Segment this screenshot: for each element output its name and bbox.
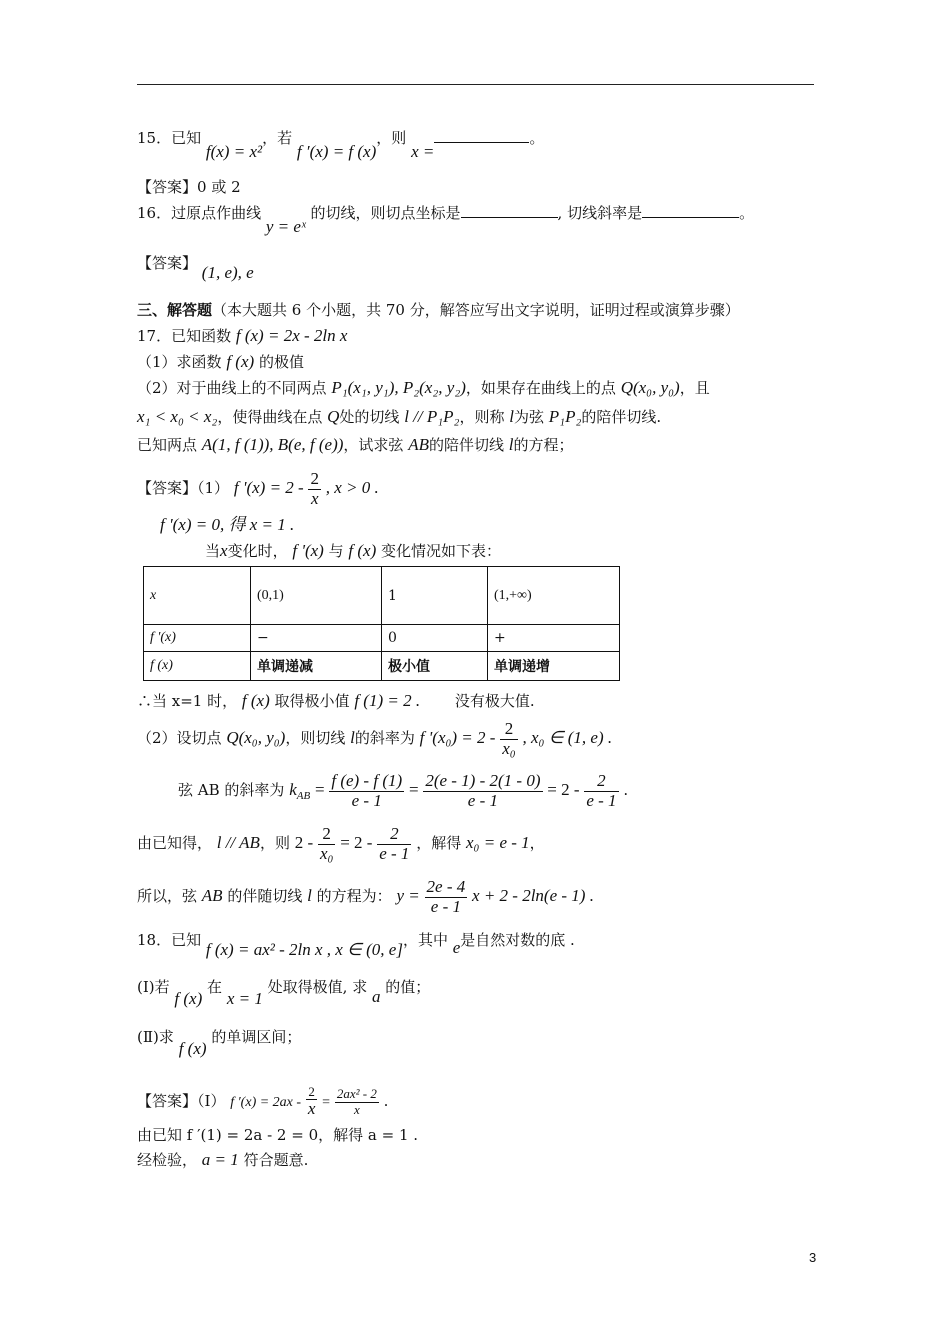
text: ，且 <box>679 379 710 397</box>
text: 在 <box>207 978 223 996</box>
q16-answer-value: (1, e), e <box>201 263 254 282</box>
text: 为弦 <box>513 408 544 426</box>
table-cell: 极小值 <box>382 652 488 681</box>
text: 处的切线 <box>339 408 400 426</box>
variation-table <box>143 566 620 681</box>
text: 所以，弦 <box>137 887 198 906</box>
q17-final <box>137 878 594 916</box>
denominator: e - 1 <box>351 790 382 810</box>
text: 变化时， <box>227 542 288 560</box>
q17-part2-line2 <box>137 407 661 427</box>
table-row <box>144 652 620 681</box>
table-cell: (0,1) <box>251 567 382 625</box>
math: l // P₁P₂ <box>404 407 460 426</box>
math: y = <box>396 886 420 906</box>
text: 的方程； <box>513 436 574 454</box>
q18-answer-known <box>137 1126 418 1144</box>
math: k <box>289 780 297 800</box>
text: ，使得曲线在点 <box>217 408 323 426</box>
q18-answer-line1 <box>137 1085 388 1119</box>
question-16 <box>137 203 755 236</box>
text: ， <box>529 834 545 853</box>
table-cell: 0 <box>382 625 488 652</box>
table-cell: − <box>251 625 382 652</box>
text: 变化情况如下表： <box>381 542 502 560</box>
fraction <box>335 1087 379 1117</box>
math: l <box>509 407 514 426</box>
answer-tag: 【答案】 <box>137 479 198 498</box>
math: = 2 - <box>340 833 373 853</box>
math: f (x) <box>174 989 203 1008</box>
text: ，则 <box>259 834 290 853</box>
denominator: e - 1 <box>467 790 499 810</box>
q17-label: 17．已知函数 <box>137 327 232 345</box>
text: 是自然对数的底 . <box>460 931 575 949</box>
math: f (x) = ax² - 2ln x , x ∈ (0, e] <box>205 940 403 959</box>
table-cell: 1 <box>382 567 488 625</box>
q17-conclusion <box>137 691 535 711</box>
text: 由已知 f ′(1) = 2a - 2 = 0，解得 a = 1 . <box>137 1126 419 1144</box>
q17-part2-line3 <box>137 435 574 455</box>
math: AB <box>201 886 223 906</box>
section-3-heading <box>137 301 740 319</box>
math: f '(x₀) = 2 - <box>419 728 496 748</box>
fraction <box>329 772 404 810</box>
math: A(1, f (1)), B(e, f (e)) <box>201 435 344 454</box>
text: ，其中 <box>402 931 448 949</box>
table-cell: + <box>488 625 620 652</box>
math: P₁(x₁, y₁), P₂(x₂, y₂) <box>331 378 466 397</box>
math: x + 2 - 2ln(e - 1) . <box>472 886 594 906</box>
math: , x₀ ∈ (1, e) . <box>522 728 613 748</box>
math: x₀ = e - 1 <box>466 833 530 853</box>
math: = 2 - <box>547 780 580 800</box>
section-title: 三、解答题 <box>137 301 213 319</box>
text: 取得极小值 <box>274 692 350 710</box>
table-row <box>144 567 620 625</box>
q17-chord-slope: 弦 AB 的斜率为 $k_{AB}$ = $\frac{f (e) - f (1)}{e - 1}$ = $\frac{2(e - 1) - 2(1 - 0)}{e - 1}$ = 2 - $\frac{2}{e - 1}$ . <box>178 771 629 810</box>
q16-blank-point <box>461 216 558 218</box>
math: a <box>371 987 381 1006</box>
fraction <box>423 772 542 810</box>
q17-p1-label: （1）求函数 <box>137 353 222 371</box>
text: ，则切线 <box>285 729 346 748</box>
denominator: e - 1 <box>586 790 617 810</box>
text: （2）对于曲线上的不同两点 <box>137 379 327 397</box>
numerator: 2e - 4 <box>426 877 466 896</box>
q18-answer-check <box>137 1150 308 1170</box>
numerator: 2 <box>500 720 517 740</box>
math: f '(x) <box>292 541 324 560</box>
math: l <box>508 435 514 454</box>
math: = <box>322 1095 331 1110</box>
math: x₁ < x₀ < x₂ <box>137 407 218 426</box>
text: (Ⅰ)若 <box>137 978 170 996</box>
text: 的值； <box>385 978 431 996</box>
text: 的斜率为 <box>354 729 415 748</box>
table-cell: f (x) <box>144 652 251 681</box>
text: 的陪伴切线. <box>581 408 662 426</box>
table-row <box>144 625 620 652</box>
math: f (1) = 2 . <box>354 691 421 710</box>
q18-part2 <box>137 1027 302 1058</box>
text: ，试求弦 <box>343 436 404 454</box>
fraction <box>318 825 335 863</box>
answer-tag: 【答案】 <box>137 178 198 196</box>
q15-function: f(x) = x² <box>205 142 263 161</box>
question-15 <box>137 128 545 161</box>
denominator: e - 1 <box>430 896 461 916</box>
numerator: f (e) - f (1) <box>331 771 403 790</box>
text: （2）设切点 <box>137 729 222 748</box>
q16-text2: , 切线斜率是 <box>557 204 643 222</box>
table-cell: 单调递增 <box>488 652 620 681</box>
q18-part1 <box>137 977 431 1008</box>
text: 的方程为： <box>316 887 392 906</box>
denominator: x <box>307 1099 316 1119</box>
page-number: 3 <box>809 1250 817 1265</box>
table-cell: x <box>144 567 251 625</box>
fraction <box>308 470 321 508</box>
table-cell: 单调递减 <box>251 652 382 681</box>
q15-end: 。 <box>529 129 545 147</box>
text: 18．已知 <box>137 931 202 949</box>
answer-tag: 【答案】 <box>137 254 198 272</box>
subscript: AB <box>296 790 311 803</box>
q16-text1: 的切线，则切点坐标是 <box>310 204 461 222</box>
text: （Ⅰ） <box>197 1092 226 1110</box>
text: 的伴随切线 <box>227 887 303 906</box>
text: ，如果存在曲线上的点 <box>465 379 616 397</box>
denominator: x₀ <box>502 738 516 758</box>
q16-label: 16．过原点作曲线 <box>137 204 262 222</box>
math: P₁P₂ <box>548 407 582 426</box>
text: 与 <box>328 542 344 560</box>
q15-answer-value: 0 或 2 <box>197 178 241 196</box>
q17-table-intro <box>205 541 501 561</box>
text: 弦 AB 的斜率为 <box>178 781 285 800</box>
q15-mid: ，若 <box>262 129 293 147</box>
math: f '(x) = 0, 得 x = 1 . <box>160 515 295 534</box>
numerator: 2ax² - 2 <box>336 1086 377 1102</box>
q17-p1-tail: 的极值 <box>258 353 304 371</box>
section-note: （本大题共 6 个小题，共 70 分，解答应写出文字说明，证明过程或演算步骤） <box>212 301 740 319</box>
math: f ′(x) = 2ax - <box>230 1095 302 1110</box>
text: 由已知得， <box>137 834 213 853</box>
denominator: e - 1 <box>379 843 410 863</box>
text: 当 <box>205 542 221 560</box>
denominator: x <box>353 1101 360 1117</box>
text: ，则称 <box>459 408 505 426</box>
math: 2 - <box>294 833 314 853</box>
q15-answer-blank <box>434 141 529 143</box>
text: 符合题意. <box>243 1151 309 1169</box>
math: f (x) <box>348 541 377 560</box>
text: （1） <box>197 479 230 498</box>
text: 已知两点 <box>137 436 198 454</box>
q15-then: ，则 <box>376 129 407 147</box>
q16-end: 。 <box>739 204 755 222</box>
math: e <box>452 938 461 957</box>
table-cell: (1,+∞) <box>488 567 620 625</box>
q17-known <box>137 825 545 863</box>
math: Q(x₀, y₀) <box>620 378 680 397</box>
fraction <box>377 825 411 863</box>
text: ∴当 x=1 时， <box>137 692 238 710</box>
q16-blank-slope <box>642 216 739 218</box>
text: . <box>623 781 629 800</box>
math: Q(x₀, y₀) <box>226 728 286 748</box>
denominator: x <box>310 488 319 508</box>
q15-answer <box>137 178 241 196</box>
math: Q <box>327 407 340 426</box>
math: l // AB <box>216 833 260 853</box>
numerator: 2 <box>377 825 411 845</box>
text: 没有极大值. <box>454 692 535 710</box>
answer-tag: 【答案】 <box>137 1092 198 1110</box>
q15-condition: f ′(x) = f (x) <box>296 142 377 161</box>
math: a = 1 <box>201 1150 239 1169</box>
math: x <box>220 541 228 560</box>
text: ，解得 <box>416 834 462 853</box>
numerator: 2 <box>318 825 335 845</box>
q15-variable: x = <box>411 142 435 161</box>
q17-part2-line1 <box>137 378 710 398</box>
q17-answer-zero <box>160 515 294 535</box>
q17-part1 <box>137 352 304 372</box>
q15-label: 15．已知 <box>137 129 202 147</box>
numerator: 2(e - 1) - 2(1 - 0) <box>425 771 541 790</box>
fraction <box>306 1085 318 1119</box>
math: f (x) <box>241 691 270 710</box>
q17-answer-part2 <box>137 720 612 758</box>
fraction <box>500 720 517 758</box>
denominator: x₀ <box>319 843 334 863</box>
q17-answer-line1 <box>137 470 379 508</box>
math: f '(x) = 2 - <box>233 478 304 498</box>
numerator: 2 <box>306 1085 318 1100</box>
table-cell: f '(x) <box>144 625 251 652</box>
math: , x > 0 . <box>325 478 379 498</box>
text: 的单调区间； <box>211 1028 302 1046</box>
numerator: 2 <box>310 469 319 488</box>
question-17 <box>137 326 347 346</box>
numerator: 2 <box>584 772 618 792</box>
math: l <box>307 886 312 906</box>
text: 经检验， <box>137 1151 198 1169</box>
q16-answer <box>137 253 254 282</box>
text: . <box>383 1092 389 1110</box>
text: 处取得极值, 求 <box>267 978 368 996</box>
math: x = 1 <box>226 989 263 1008</box>
math: AB <box>408 435 429 454</box>
q16-curve: y = eˣ <box>265 217 306 236</box>
text: (Ⅱ)求 <box>137 1028 174 1046</box>
math: f (x) <box>178 1039 207 1058</box>
text: 的陪伴切线 <box>428 436 504 454</box>
q17-function: f (x) = 2x - 2ln x <box>235 326 348 345</box>
fraction <box>425 878 468 916</box>
question-18 <box>137 930 575 959</box>
q17-p1-math: f (x) <box>226 352 255 371</box>
math: l <box>350 728 355 748</box>
fraction <box>584 772 618 810</box>
header-rule <box>137 84 814 85</box>
